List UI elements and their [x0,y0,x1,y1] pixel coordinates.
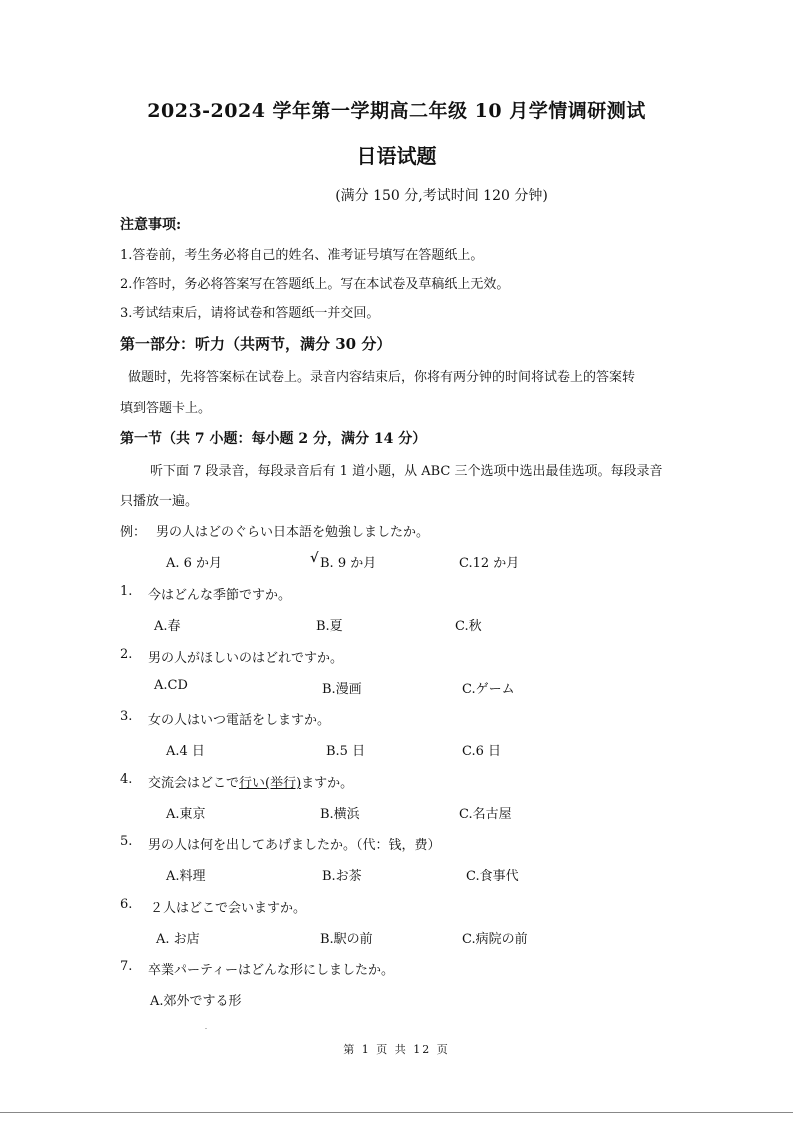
option-a: A.4 日 [166,744,205,759]
notice-item-1: 1.答卷前，考生务必将自己的姓名、准考证号填写在答题纸上。 [120,248,484,263]
question-text [148,772,353,791]
part1-heading: 第一部分：听力（共两节，满分 30 分） [120,335,392,353]
section1-heading: 第一节（共 7 小题：每小题 2 分，满分 14 分） [120,431,427,447]
question-number: 7. [120,959,133,974]
section1-instruction-line2: 只播放一遍。 [120,494,199,509]
exam-subtitle: 日语试题 [356,144,437,168]
example-question: 男の人はどのぐらい日本語を勉強しましたか。 [156,525,430,540]
option-c: C.病院の前 [462,932,528,947]
page-number: 第 1 页 共 12 页 [343,1043,450,1056]
exam-title: 2023-2024 学年第一学期高二年级 10 月学情调研测试 [147,100,646,122]
question-number: 5. [120,834,133,849]
example-option-b: B. 9 か月 [320,556,377,571]
example-label: 例： [120,525,147,540]
question-text: 男の人は何を出してあげましたか。（代：钱，费） [148,838,441,853]
option-b: B.お茶 [322,869,362,884]
question-number: 6. [120,897,133,912]
option-c: C.ゲーム [462,682,515,697]
section1-instruction-line1: 听下面 7 段录音，每段录音后有 1 道小题，从 ABC 三个选项中选出最佳选项。每段录音 [150,464,663,479]
option-b: B.漫画 [322,682,362,697]
question-text: 女の人はいつ電話をしますか。 [148,713,331,728]
option-b: B.横浜 [320,807,360,822]
question-number: 1. [120,584,133,599]
option-a: A.料理 [166,869,206,884]
notice-item-2: 2.作答时，务必将答案写在答题纸上。写在本试卷及草稿纸上无效。 [120,277,510,292]
question-text-before: 交流会はどこで [148,776,240,791]
question-text: 男の人がほしいのはどれですか。 [148,651,344,666]
question-text: 今はどんな季節ですか。 [148,588,292,603]
option-b: B.夏 [316,619,343,634]
question-text: ２人はどこで会いますか。 [150,901,307,916]
scan-artifact [205,1028,207,1029]
question-text-after: ますか。 [301,776,354,791]
example-option-c: C.12 か月 [459,556,520,571]
option-a: A.CD [154,678,188,693]
option-b: B.5 日 [326,744,366,759]
check-mark-icon: √ [310,551,319,566]
option-a: A. お店 [156,932,200,947]
score-time-note: (满分 150 分,考试时间 120 分钟) [335,188,548,204]
question-number: 2. [120,647,133,662]
part1-instruction-line1: 做题时，先将答案标在试卷上。录音内容结束后，你将有两分钟的时间将试卷上的答案转 [128,370,636,385]
option-a: A.郊外でする形 [150,994,242,1009]
question-number: 3. [120,709,133,724]
part1-instruction-line2: 填到答题卡上。 [120,401,212,416]
notice-heading: 注意事项: [120,217,182,233]
option-c: C.名古屋 [459,807,512,822]
notice-item-3: 3.考试结束后，请将试卷和答题纸一并交回。 [120,306,380,321]
option-b: B.駅の前 [320,932,373,947]
example-option-a: A. 6 か月 [166,556,223,571]
question-text: 卒業パーティーはどんな形にしましたか。 [148,963,394,978]
underlined-phrase: 行い(举行) [239,776,302,791]
question-number: 4. [120,772,133,787]
option-c: C.秋 [455,619,482,634]
option-c: C.6 日 [462,744,502,759]
option-a: A.春 [154,619,181,634]
page-divider [0,1112,793,1113]
option-c: C.食事代 [466,869,519,884]
option-a: A.東京 [166,807,206,822]
